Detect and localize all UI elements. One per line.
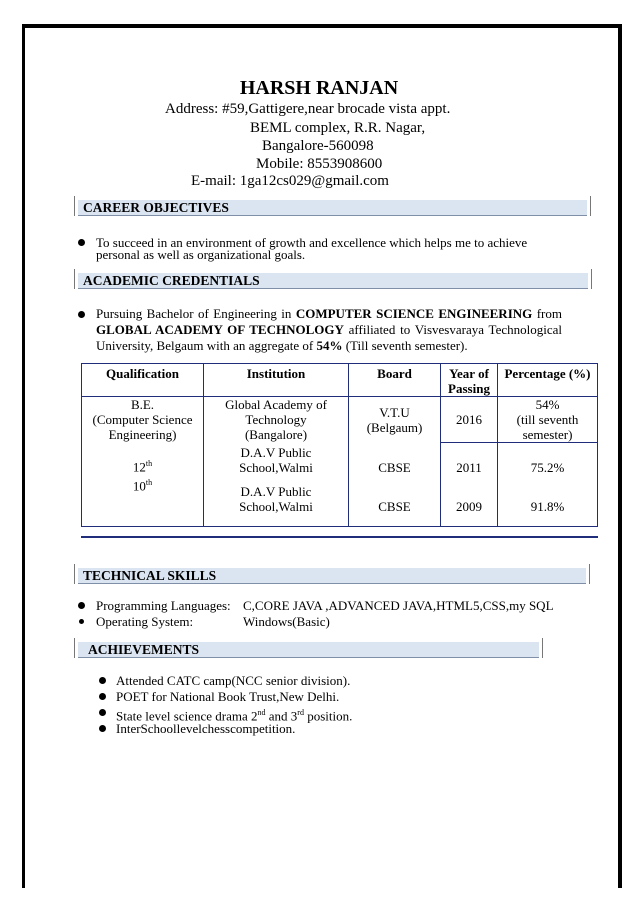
table-header: Percentage (%) (498, 364, 598, 397)
bullet-icon (99, 709, 106, 716)
table-row (82, 443, 598, 475)
address-line-2: BEML complex, R.R. Nagar, (250, 120, 426, 136)
section-career-objectives (78, 200, 587, 216)
cell-percentage: 54% (till seventh semester) (498, 397, 598, 443)
cell-qualification: 12th (82, 443, 204, 475)
achievement-item: InterSchoollevelchesscompetition. (116, 721, 296, 736)
cell-board: V.T.U (Belgaum) (349, 397, 441, 443)
address-line-3: Bangalore-560098 (262, 138, 374, 154)
cell-institution: Global Academy of Technology (Bangalore) (204, 397, 349, 443)
table-row (82, 475, 598, 527)
bullet-icon (99, 725, 106, 732)
section-achievements (78, 642, 539, 658)
table-header: Year of Passing (441, 364, 498, 397)
cell-institution: D.A.V Public School,Walmi (204, 443, 349, 475)
cell-year: 2009 (441, 475, 498, 527)
section-title: TECHNICAL SKILLS (83, 568, 217, 583)
table-header: Board (349, 364, 441, 397)
bullet-icon (78, 311, 85, 318)
table-header: Institution (204, 364, 349, 397)
bullet-icon (78, 602, 85, 609)
bullet-icon (78, 239, 85, 246)
section-technical-skills (78, 568, 586, 584)
cell-year: 2011 (441, 443, 498, 475)
cell-year: 2016 (441, 397, 498, 443)
academic-table (81, 363, 598, 527)
academic-summary: Pursuing Bachelor of Engineering in COMPUTER SCIENCE ENGINEERING from GLOBAL ACADEMY OF TECHNOLOGY affiliated to Visvesvaraya Technological University, Belgaum with an aggregate of 54% (Till seventh semester). (96, 306, 562, 353)
email-address: E-mail: 1ga12cs029@gmail.com (191, 173, 389, 189)
career-objective-text: To succeed in an environment of growth and excellence which helps me to achieve personal as well as organizational goals. (96, 235, 528, 262)
skill-label: Programming Languages: (96, 598, 231, 613)
cell-institution: D.A.V Public School,Walmi (204, 475, 349, 527)
cell-percentage: 75.2% (498, 443, 598, 475)
mobile-number: Mobile: 8553908600 (256, 156, 383, 172)
skill-value: C,CORE JAVA ,ADVANCED JAVA,HTML5,CSS,my SQL (243, 598, 554, 613)
achievement-item: POET for National Book Trust,New Delhi. (116, 689, 340, 704)
candidate-name: HARSH RANJAN (239, 77, 399, 99)
section-title: ACADEMIC CREDENTIALS (83, 273, 260, 288)
cell-board: CBSE (349, 443, 441, 475)
skill-value: Windows(Basic) (243, 614, 330, 629)
table-row (82, 397, 598, 443)
section-title: CAREER OBJECTIVES (83, 200, 229, 215)
bullet-icon (79, 619, 84, 624)
address-line-1: Address: #59,Gattigere,near brocade vista appt. (165, 101, 451, 117)
table-header-row (82, 364, 598, 397)
cell-qualification: B.E. (Computer Science Engineering) (82, 397, 204, 443)
bullet-icon (99, 677, 106, 684)
cell-qualification: 10th (82, 475, 204, 527)
achievement-item: State level science drama 2nd and 3rd position. (116, 708, 353, 724)
bullet-icon (99, 693, 106, 700)
skill-label: Operating System: (96, 614, 194, 629)
divider-line (81, 536, 598, 538)
achievement-item: Attended CATC camp(NCC senior division). (116, 673, 351, 688)
section-title: ACHIEVEMENTS (88, 642, 200, 657)
cell-board: CBSE (349, 475, 441, 527)
table-header: Qualification (82, 364, 204, 397)
cell-percentage: 91.8% (498, 475, 598, 527)
section-academic-credentials (78, 273, 588, 289)
